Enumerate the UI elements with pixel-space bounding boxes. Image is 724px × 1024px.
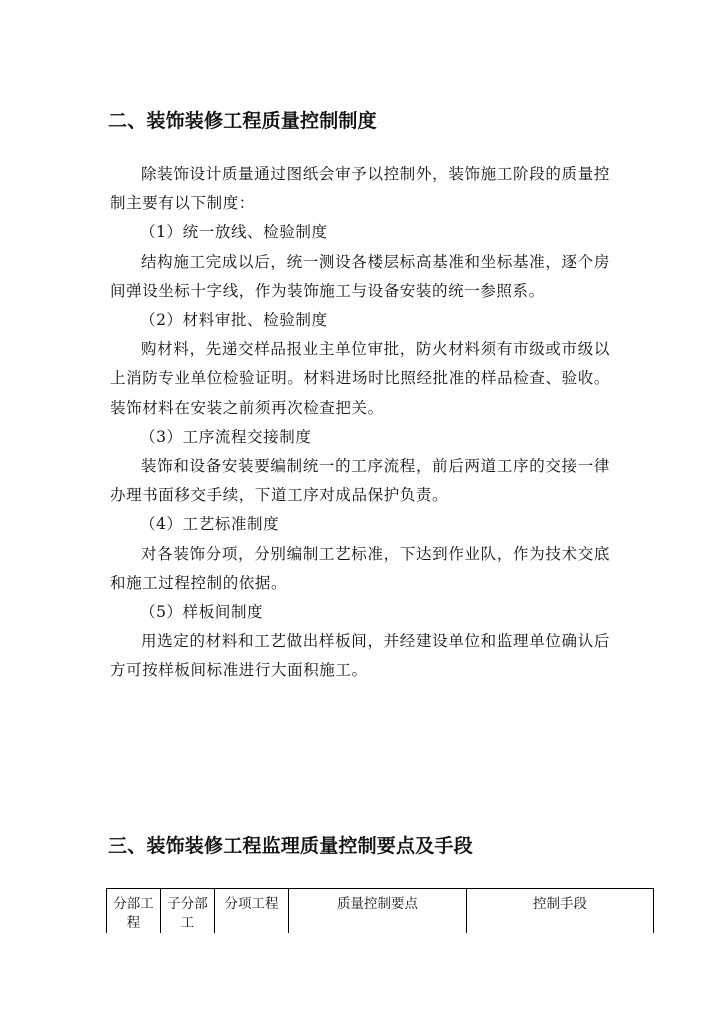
header-division: 分部工程: [107, 889, 161, 934]
header-subitem: 分项工程: [215, 889, 289, 934]
item-3-title: （3）工序流程交接制度: [140, 427, 312, 446]
header-subdivision: 子分部工: [161, 889, 215, 934]
header-control-means: 控制手段: [467, 889, 654, 934]
item-1-text: 结构施工完成以后，统一测设各楼层标高基准和坐标基准，逐个房间弹设坐标十字线，作为装饰施工与设备安装的统一参照系。: [110, 252, 610, 300]
intro-paragraph: 除装饰设计质量通过图纸会审予以控制外，装饰施工阶段的质量控制主要有以下制度：: [110, 165, 610, 213]
item-4-text: 对各装饰分项，分别编制工艺标准，下达到作业队，作为技术交底和施工过程控制的依据。: [110, 544, 610, 592]
item-1-title: （1）统一放线、检验制度: [140, 223, 328, 242]
section-2-body: [110, 160, 610, 686]
table-header-row: [107, 889, 654, 934]
item-5-title: （5）样板间制度: [140, 603, 264, 622]
header-control-points: 质量控制要点: [289, 889, 467, 934]
item-4-title: （4）工艺标准制度: [140, 515, 280, 534]
item-3-text: 装饰和设备安装要编制统一的工序流程，前后两道工序的交接一律办理书面移交手续，下道工序对成品保护负责。: [110, 457, 610, 505]
item-2-title: （2）材料审批、检验制度: [140, 311, 328, 330]
section-3-heading: 三、装饰装修工程监理质量控制要点及手段: [108, 835, 473, 857]
section-2-heading: 二、装饰装修工程质量控制制度: [108, 110, 377, 132]
quality-control-table: [106, 888, 654, 933]
item-5-text: 用选定的材料和工艺做出样板间，并经建设单位和监理单位确认后方可按样板间标准进行大面积施工。: [110, 632, 610, 680]
item-2-text: 购材料，先递交样品报业主单位审批，防火材料须有市级或市级以上消防专业单位检验证明。材料进场时比照经批准的样品检查、验收。装饰材料在安装之前须再次检查把关。: [110, 340, 610, 417]
